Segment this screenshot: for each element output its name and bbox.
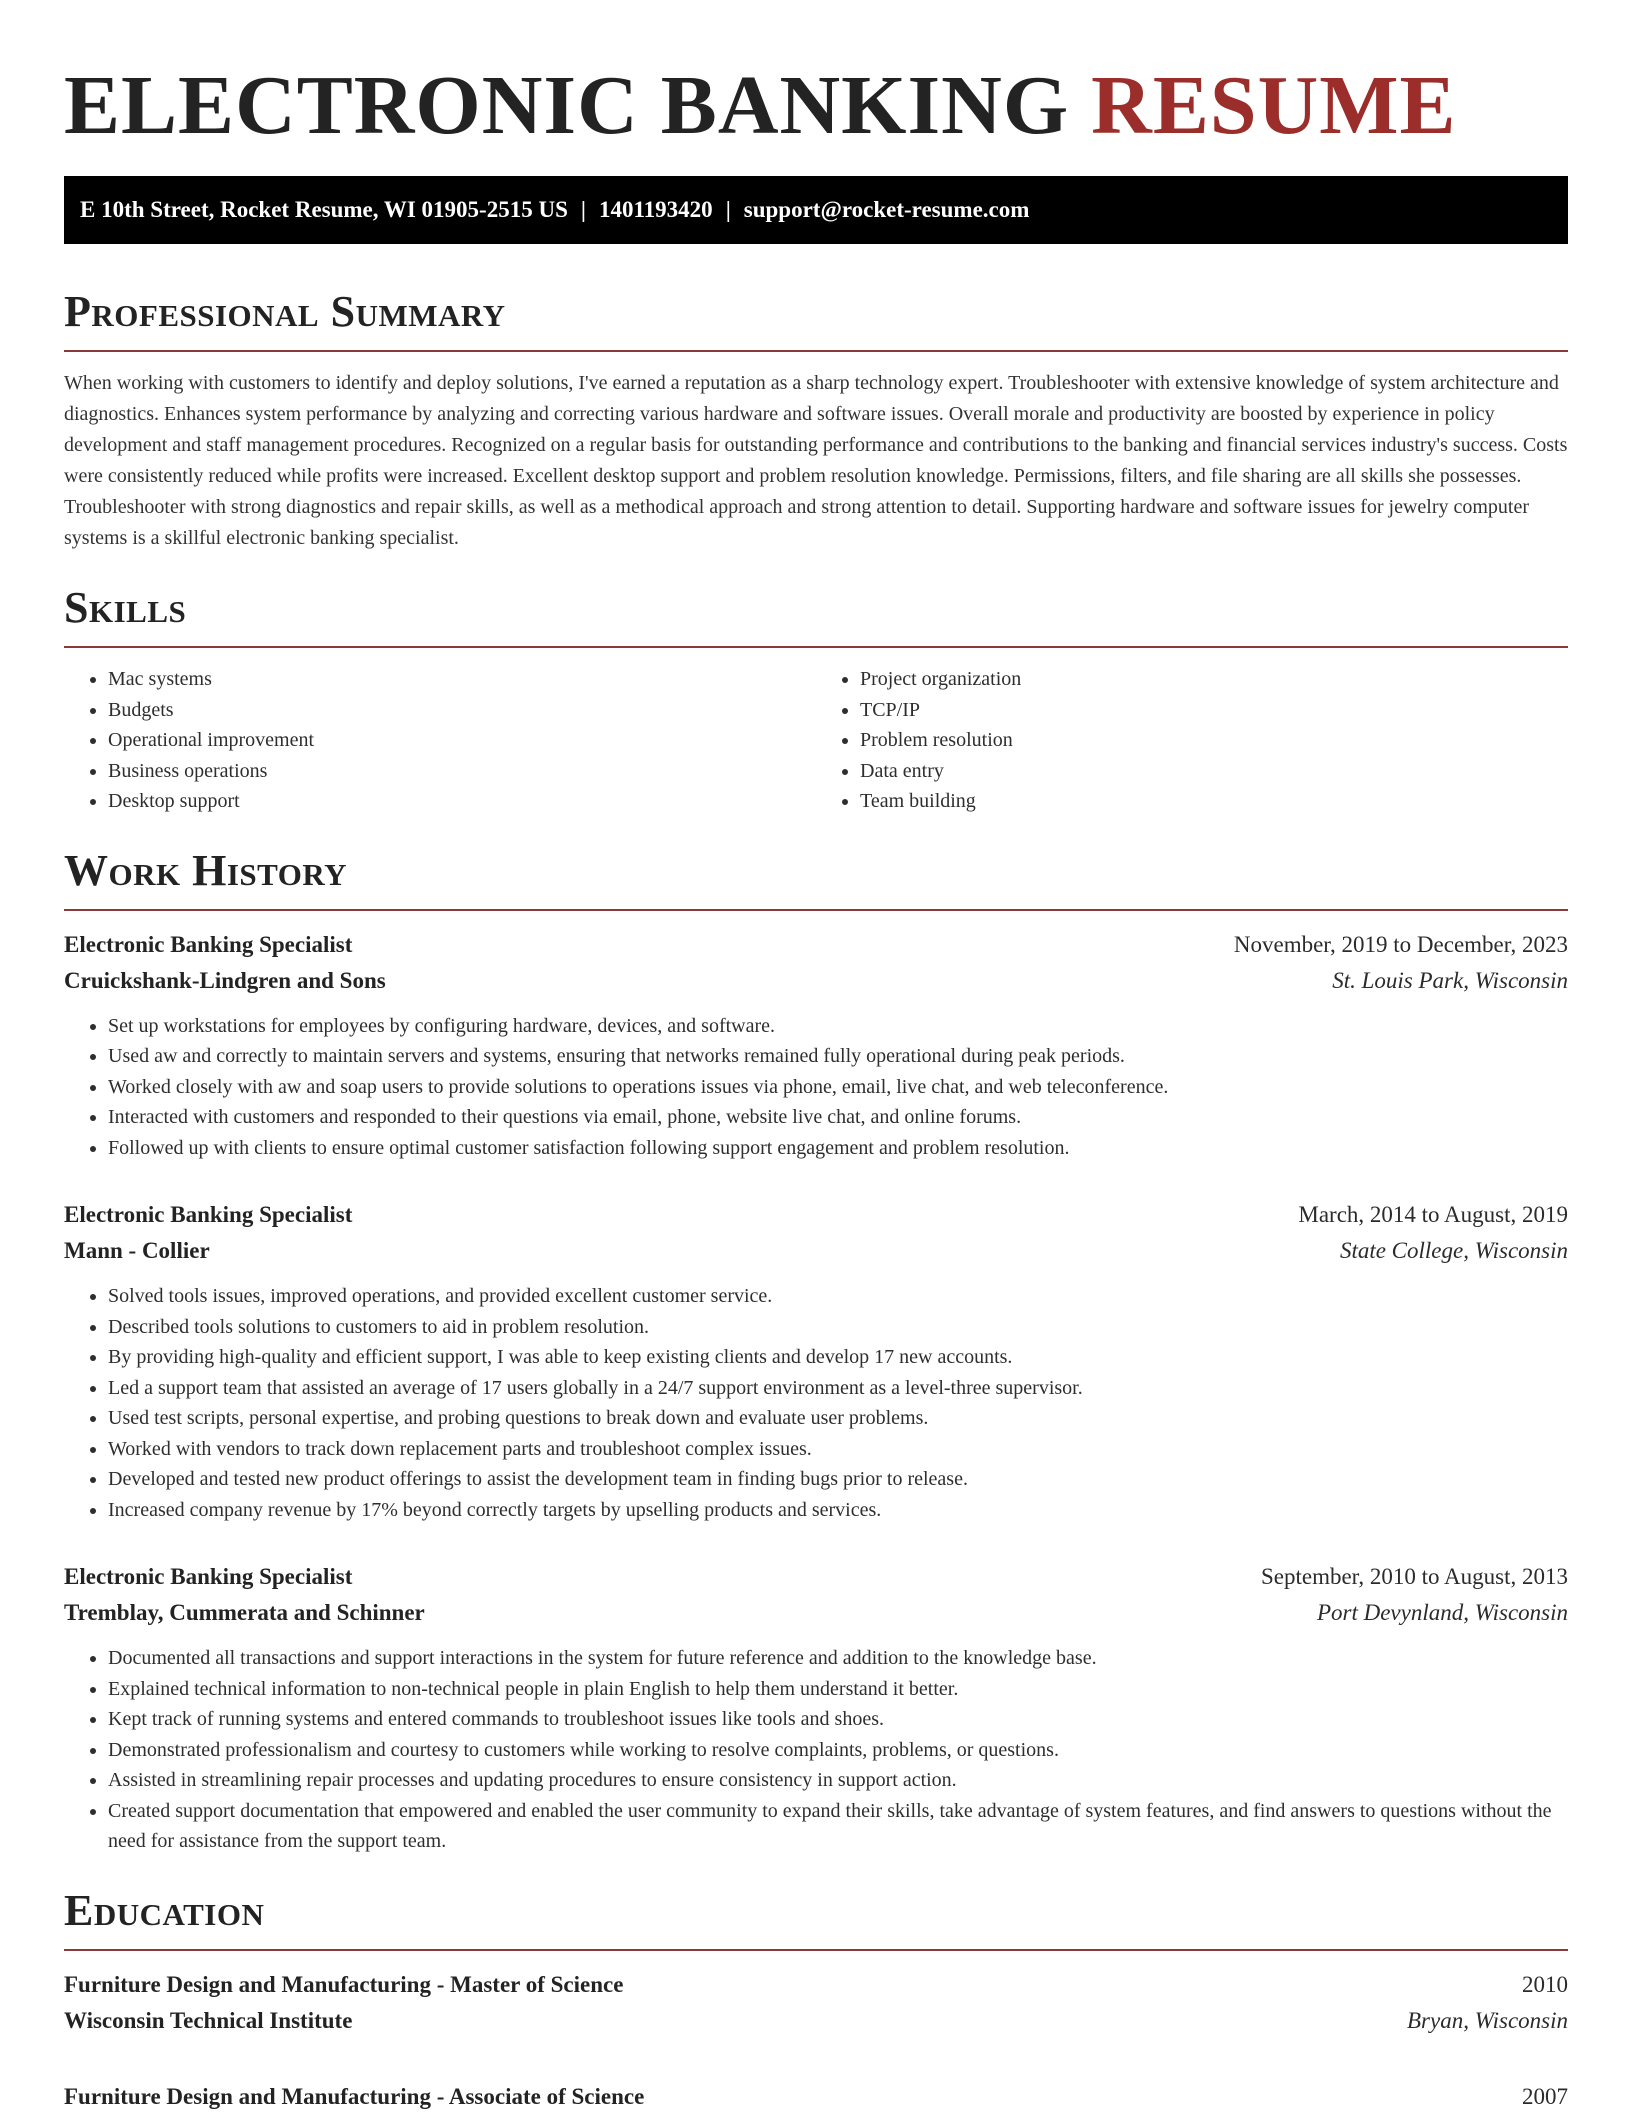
job-bullet: • Led a support team that assisted an average of 17 users globally in a 24/7 support environment as a level-three supervisor.: [108, 1373, 1568, 1404]
job-bullet: • Kept track of running systems and entered commands to troubleshoot issues like tools and shoes.: [108, 1704, 1568, 1735]
skills-list-left: [64, 664, 816, 817]
skill-item: • Desktop support: [108, 786, 816, 817]
job-bullet: • Solved tools issues, improved operations, and provided excellent customer service.: [108, 1281, 1568, 1312]
job-bullet: • Followed up with clients to ensure optimal customer satisfaction following support engagement and problem resolution.: [108, 1133, 1568, 1164]
job-dates: November, 2019 to December, 2023: [1233, 931, 1568, 957]
section-divider: [64, 350, 1568, 352]
job-entry: [64, 1197, 1568, 1525]
contact-separator: |: [725, 197, 731, 222]
section-divider: [64, 909, 1568, 911]
education-header-row: [64, 1967, 1568, 2003]
job-location: State College, Wisconsin: [1339, 1238, 1568, 1263]
job-title: Electronic Banking Specialist: [64, 1202, 353, 1227]
skills-columns: [64, 664, 1568, 817]
contact-phone: 1401193420: [598, 197, 713, 222]
job-bullet: • Documented all transactions and support interactions in the system for future reference and addition to the knowledge base.: [108, 1643, 1568, 1674]
job-bullets: [64, 1011, 1568, 1164]
job-company: Tremblay, Cummerata and Schinner: [64, 1600, 425, 1625]
job-bullet: • Developed and tested new product offerings to assist the development team in finding bugs prior to release.: [108, 1464, 1568, 1495]
job-bullet: • Explained technical information to non-technical people in plain English to help them understand it better.: [108, 1674, 1568, 1705]
skill-item: • Team building: [860, 786, 1568, 817]
skill-item: • Project organization: [860, 664, 1568, 695]
education-entry: [64, 1967, 1568, 2039]
job-dates: March, 2014 to August, 2019: [1298, 1202, 1568, 1227]
job-location: Port Devynland, Wisconsin: [1316, 1600, 1568, 1625]
section-heading-education: Education: [64, 1885, 265, 1935]
education-section: [64, 1887, 1568, 2115]
job-dates: September, 2010 to August, 2013: [1260, 1564, 1568, 1589]
skill-item: • Data entry: [860, 756, 1568, 787]
job-bullets: [64, 1281, 1568, 1525]
job-entry: [64, 927, 1568, 1164]
job-header-row: [64, 927, 1568, 963]
job-header-row: [64, 1197, 1568, 1233]
skill-item: • Mac systems: [108, 664, 816, 695]
education-year: 2010: [1522, 1971, 1568, 1997]
title-main: ELECTRONIC BANKING: [64, 59, 1070, 152]
resume-title: [64, 0, 1568, 156]
skill-item: • Business operations: [108, 756, 816, 787]
job-bullet: • Worked closely with aw and soap users to provide solutions to operations issues via phone, email, live chat, and web teleconference.: [108, 1072, 1568, 1103]
job-bullet: • Used aw and correctly to maintain servers and systems, ensuring that networks remained fully operational during peak periods.: [108, 1041, 1568, 1072]
job-bullet: • Demonstrated professionalism and courtesy to customers while working to resolve complaints, problems, or questions.: [108, 1735, 1568, 1766]
job-location: St. Louis Park, Wisconsin: [1332, 967, 1568, 993]
education-header-row: [64, 2079, 1568, 2115]
job-bullet: • Set up workstations for employees by configuring hardware, devices, and software.: [108, 1011, 1568, 1042]
education-degree: Furniture Design and Manufacturing - Master of Science: [64, 1971, 624, 1997]
job-bullet: • Interacted with customers and responded to their questions via email, phone, website live chat, and online forums.: [108, 1102, 1568, 1133]
contact-email: support@rocket-resume.com: [743, 197, 1030, 222]
education-location: Bryan, Wisconsin: [1407, 2007, 1568, 2033]
title-accent: RESUME: [1091, 59, 1457, 152]
education-school-row: [64, 2003, 1568, 2039]
education-school: Wisconsin Technical Institute: [64, 2007, 353, 2033]
summary-text: When working with customers to identify and deploy solutions, I've earned a reputation as a sharp technology expert. Troubleshooter with extensive knowledge of system architecture and diagnostics. Enhances system performance by analyzing and correcting various hardware and software issues. Overall morale and productivity are boosted by experience in policy development and staff management procedures. Recognized on a regular basis for outstanding performance and contributions to the banking and financial services industry's success. Costs were consistently reduced while profits were increased. Excellent desktop support and problem resolution knowledge. Permissions, filters, and file sharing are all skills she possesses. Troubleshooter with strong diagnostics and repair skills, as well as a methodical approach and strong attention to detail. Supporting hardware and software issues for jewelry computer systems is a skillful electronic banking specialist.: [64, 372, 1568, 549]
section-divider: [64, 646, 1568, 648]
job-bullet: • Increased company revenue by 17% beyond correctly targets by upselling products and services.: [108, 1495, 1568, 1526]
education-degree: Furniture Design and Manufacturing - Associate of Science: [64, 2083, 645, 2109]
job-entry: [64, 1559, 1568, 1857]
job-bullet: • Worked with vendors to track down replacement parts and troubleshoot complex issues.: [108, 1434, 1568, 1465]
section-divider: [64, 1949, 1568, 1951]
professional-summary-section: [64, 288, 1568, 554]
skill-item: • Budgets: [108, 695, 816, 726]
education-entry: [64, 2079, 1568, 2115]
job-company-row: [64, 1233, 1568, 1269]
section-heading-skills: Skills: [64, 583, 187, 632]
job-title: Electronic Banking Specialist: [64, 1564, 353, 1589]
job-bullet: • Assisted in streamlining repair processes and updating procedures to ensure consistency in support action.: [108, 1765, 1568, 1796]
job-company-row: [64, 963, 1568, 999]
job-company: Mann - Collier: [64, 1238, 210, 1263]
job-bullet: • Used test scripts, personal expertise, and probing questions to break down and evaluate user problems.: [108, 1403, 1568, 1434]
work-history-section: [64, 847, 1568, 1857]
section-heading-work-history: Work History: [64, 845, 348, 895]
resume-page: [64, 0, 1568, 2115]
contact-bar: [64, 176, 1568, 244]
job-company-row: [64, 1595, 1568, 1631]
contact-separator: |: [580, 197, 586, 222]
skill-item: • Problem resolution: [860, 725, 1568, 756]
skills-section: [64, 584, 1568, 817]
job-company: Cruickshank-Lindgren and Sons: [64, 967, 386, 993]
job-title: Electronic Banking Specialist: [64, 931, 353, 957]
job-bullets: [64, 1643, 1568, 1857]
job-bullet: • Created support documentation that empowered and enabled the user community to expand their skills, take advantage of system features, and find answers to questions without the need for assistance from the support team.: [108, 1796, 1568, 1857]
section-heading-summary: Professional Summary: [64, 287, 506, 336]
job-bullet: • Described tools solutions to customers to aid in problem resolution.: [108, 1312, 1568, 1343]
job-bullet: • By providing high-quality and efficient support, I was able to keep existing clients and develop 17 new accounts.: [108, 1342, 1568, 1373]
skills-list-right: [816, 664, 1568, 817]
skill-item: • TCP/IP: [860, 695, 1568, 726]
education-year: 2007: [1522, 2083, 1568, 2109]
skill-item: • Operational improvement: [108, 725, 816, 756]
job-header-row: [64, 1559, 1568, 1595]
contact-address: E 10th Street, Rocket Resume, WI 01905-2515 US: [80, 197, 568, 222]
